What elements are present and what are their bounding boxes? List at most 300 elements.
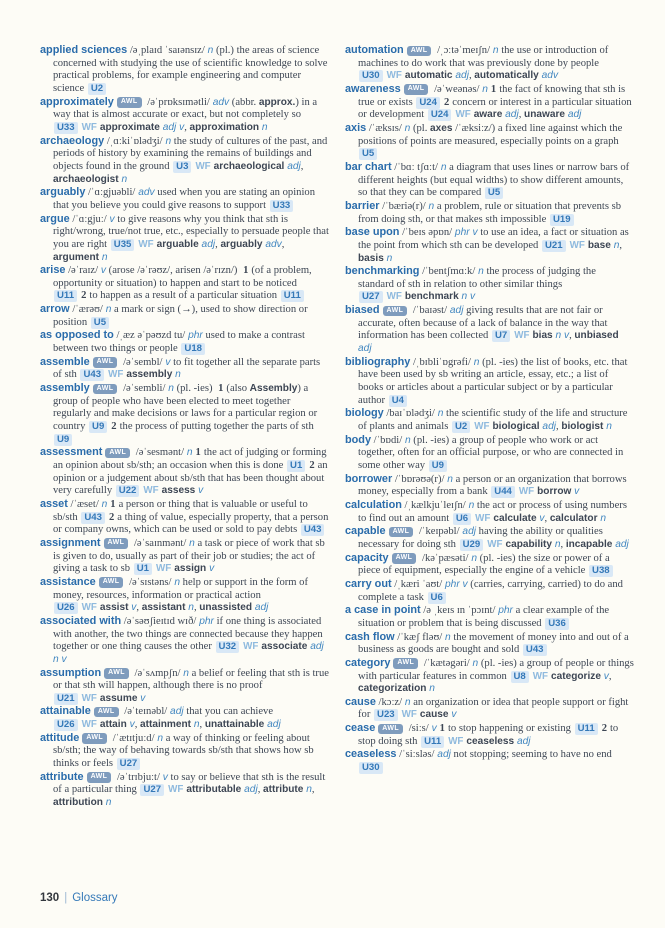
wf-label: WF bbox=[487, 538, 503, 550]
definition-text: (pl. bbox=[410, 122, 431, 134]
definition-text: a thing of value, especially property, that a person or company owns, which can be used or sold to pay debts bbox=[53, 511, 329, 536]
part-of-speech: adj bbox=[252, 602, 269, 614]
phonetic: /ˌɔːtəˈmeɪʃn/ bbox=[434, 45, 491, 56]
sense-number: 1 bbox=[243, 265, 249, 277]
headword: ceaseless bbox=[345, 748, 397, 761]
phonetic: /kɔːz/ bbox=[375, 696, 403, 708]
part-of-speech: v bbox=[448, 709, 457, 721]
awl-badge: AWL bbox=[87, 772, 112, 783]
definition-text: a diagram that uses lines or narrow bars of different heights (but equal widths) to show different amounts, so that they can be compared bbox=[358, 161, 630, 199]
part-of-speech: n bbox=[401, 122, 411, 134]
phonetic: /ˈkæʃ fləʊ/ bbox=[394, 631, 443, 643]
unit-reference: U11 bbox=[281, 290, 304, 302]
word-family-term: base bbox=[587, 239, 611, 251]
unit-reference: U29 bbox=[460, 539, 484, 551]
glossary-entry bbox=[345, 696, 634, 722]
wf-label: WF bbox=[532, 670, 548, 682]
headword: attribute bbox=[40, 770, 84, 783]
part-of-speech: n v bbox=[458, 291, 476, 303]
headword: bar chart bbox=[345, 160, 392, 173]
wf-label: WF bbox=[81, 719, 97, 731]
part-of-speech: phr v bbox=[442, 578, 468, 590]
part-of-speech: adj bbox=[514, 735, 531, 747]
phonetic: /kəˈpæsəti/ bbox=[419, 552, 469, 564]
part-of-speech: n bbox=[383, 252, 393, 264]
wf-label: WF bbox=[569, 239, 585, 251]
word-family-term: archaeologist bbox=[53, 173, 119, 185]
part-of-speech: n bbox=[184, 447, 193, 459]
sense-number: 2 bbox=[443, 96, 450, 108]
headword: applied sciences bbox=[40, 44, 128, 56]
headword: cease bbox=[345, 722, 376, 735]
headword: biased bbox=[345, 304, 380, 317]
headword: attainable bbox=[40, 705, 91, 718]
part-of-speech: phr bbox=[495, 605, 513, 617]
awl-badge: AWL bbox=[393, 658, 418, 669]
glossary-entry bbox=[345, 631, 634, 657]
unit-reference: U36 bbox=[545, 618, 569, 630]
part-of-speech: adj bbox=[447, 305, 464, 317]
definition-text: the process of judging the standard of sth in relation to other similar things bbox=[358, 266, 596, 290]
part-of-speech: n bbox=[468, 552, 477, 564]
definition-text: , bbox=[134, 719, 140, 731]
word-family-term: unbiased bbox=[574, 330, 619, 342]
definition-text: a belief or feeling that sth is true or that sth will happen, although there is no proof bbox=[53, 667, 329, 692]
word-family-term: axes bbox=[430, 122, 453, 134]
definition-text: , bbox=[215, 238, 221, 250]
unit-reference: U27 bbox=[359, 291, 383, 303]
part-of-speech: n bbox=[475, 266, 484, 278]
wf-label: WF bbox=[156, 563, 172, 575]
glossary-entry bbox=[40, 498, 329, 537]
part-of-speech: n bbox=[425, 200, 435, 212]
unit-reference: U27 bbox=[140, 784, 164, 796]
word-family-term: biologist bbox=[561, 421, 604, 433]
glossary-entry bbox=[345, 122, 634, 161]
phonetic: /ˈbaɪəst/ bbox=[410, 305, 448, 317]
definition-text: (pl. -ies) a group of people who work or act together, often for an official purpose, or who are connected in some other way bbox=[358, 434, 624, 471]
definition-text: giving results that are not fair or accurate, often because of a lack of balance in the way that information has been collected bbox=[358, 305, 608, 342]
glossary-entry bbox=[345, 161, 634, 200]
awl-badge: AWL bbox=[407, 46, 432, 57]
headword: assembly bbox=[40, 382, 90, 395]
part-of-speech: n bbox=[171, 576, 180, 588]
definition-text: not stopping; seeming to have no end bbox=[450, 749, 612, 761]
phonetic: /ˈkeɪpəbl/ bbox=[416, 526, 460, 538]
phonetic: /ˈæksɪs/ bbox=[366, 122, 402, 134]
phonetic: /ˈkætəgəri/ bbox=[421, 657, 470, 669]
part-of-speech: v bbox=[206, 563, 215, 575]
headword: asset bbox=[40, 497, 68, 510]
awl-badge: AWL bbox=[104, 538, 129, 549]
phonetic: /ˈbɒdi/ bbox=[371, 434, 403, 446]
part-of-speech: adj bbox=[241, 784, 258, 796]
word-family-term: capability bbox=[505, 538, 553, 550]
headword: archaeology bbox=[40, 134, 105, 147]
wf-label: WF bbox=[474, 421, 490, 433]
definition-text: an organization or idea that people support or fight for bbox=[358, 696, 629, 721]
unit-reference: U32 bbox=[216, 641, 240, 653]
definition-text: , bbox=[608, 670, 612, 682]
definition-text: a mark or sign (→), used to show direction or position bbox=[53, 304, 308, 328]
phonetic: /ˈærəʊ/ bbox=[69, 304, 103, 316]
headword: capable bbox=[345, 525, 386, 538]
phonetic: /əˈsʌmpʃn/ bbox=[131, 667, 181, 679]
awl-badge: AWL bbox=[93, 384, 118, 395]
definition-text: ) a fixed line against which the positions of points are measured, especially points on a graph bbox=[358, 122, 623, 147]
part-of-speech: n bbox=[434, 408, 444, 420]
definition-text: ) in a way that is almost accurate or exact, but not completely so bbox=[53, 96, 318, 121]
definition-text: , bbox=[300, 160, 304, 172]
headword: assignment bbox=[40, 536, 101, 549]
part-of-speech: adj bbox=[167, 706, 184, 718]
awl-badge: AWL bbox=[104, 668, 129, 679]
part-of-speech: n bbox=[172, 369, 181, 381]
phonetic: /əˈsaɪnmənt/ bbox=[131, 537, 187, 549]
definition-text: , bbox=[281, 238, 285, 250]
headword: cause bbox=[345, 695, 376, 708]
glossary-entry bbox=[40, 382, 329, 446]
unit-reference: U24 bbox=[428, 109, 452, 121]
definition-text: the movement of money into and out of a business as goods are bought and sold bbox=[358, 631, 629, 656]
phonetic: /ˈæset/ bbox=[67, 498, 99, 510]
wf-label: WF bbox=[448, 735, 464, 747]
wf-label: WF bbox=[514, 330, 530, 342]
definition-text: , bbox=[136, 602, 142, 614]
headword: cash flow bbox=[345, 630, 395, 643]
phonetic: /ˈɑːgjuː/ bbox=[69, 213, 107, 225]
unit-reference: U9 bbox=[89, 421, 107, 433]
part-of-speech: n bbox=[426, 683, 435, 695]
headword: benchmarking bbox=[345, 265, 420, 278]
unit-reference: U24 bbox=[416, 97, 440, 109]
word-family-term: unaware bbox=[524, 109, 565, 121]
phonetic: /ˈæksiːz/ bbox=[452, 122, 492, 134]
definition-text: concern or interest in a particular situation or development bbox=[358, 96, 632, 121]
awl-badge: AWL bbox=[99, 577, 124, 588]
definition-text: a problem, rule or situation that prevents sb from doing sth, or that makes sth impossible bbox=[358, 200, 622, 225]
definition-text: to fit together all the separate parts of sth bbox=[53, 356, 321, 381]
wf-label: WF bbox=[81, 692, 97, 704]
glossary-entry bbox=[40, 537, 329, 576]
word-family-term: incapable bbox=[565, 538, 613, 550]
unit-reference: U38 bbox=[589, 565, 613, 577]
word-family-term: categorize bbox=[551, 670, 601, 682]
definition-text: ) a group of people who have been elected to meet together regularly and make decisions or laws for a particular region or country bbox=[53, 383, 318, 433]
definition-text: (also bbox=[226, 383, 250, 395]
part-of-speech: n bbox=[303, 784, 312, 796]
word-family-term: automatic bbox=[404, 70, 453, 82]
phonetic: /əˈraɪz/ bbox=[65, 265, 99, 277]
part-of-speech: adj bbox=[612, 538, 629, 550]
unit-reference: U8 bbox=[511, 671, 529, 683]
glossary-entry bbox=[345, 83, 634, 122]
definition-text: the scientific study of the life and structure of plants and animals bbox=[358, 408, 628, 433]
definition-text: , bbox=[556, 421, 562, 433]
word-family-term: approx. bbox=[258, 96, 296, 108]
unit-reference: U11 bbox=[54, 290, 77, 302]
page-footer bbox=[40, 892, 118, 904]
phonetic: /əˈsembli/ bbox=[120, 383, 166, 395]
headword: approximately bbox=[40, 95, 114, 108]
word-family-term: attribution bbox=[53, 797, 103, 809]
part-of-speech: n bbox=[402, 696, 411, 708]
word-family-term: approximate bbox=[99, 121, 160, 133]
word-family-term: assign bbox=[174, 563, 207, 575]
definition-text: (pl.) the areas of science concerned with studying the use of scientific knowledge to solve practical problems, for example engineering and computer science bbox=[53, 45, 328, 94]
definition-text: the study of cultures of the past, and periods of history by examining the remains of buildings and objects found in the ground bbox=[53, 135, 328, 172]
part-of-speech: n bbox=[102, 304, 112, 316]
part-of-speech: adv bbox=[262, 238, 282, 250]
definition-text: , bbox=[468, 70, 475, 82]
glossary-entry bbox=[40, 615, 329, 667]
phonetic: /əˌplaɪd ˈsaɪənsɪz/ bbox=[127, 45, 205, 56]
word-family-term: basis bbox=[358, 252, 384, 264]
part-of-speech: v bbox=[571, 486, 580, 498]
word-family-term: approximation bbox=[189, 121, 260, 133]
part-of-speech: v bbox=[195, 485, 204, 497]
unit-reference: U5 bbox=[485, 187, 503, 199]
phonetic: /ˌæz əˈpəʊzd tu/ bbox=[113, 330, 186, 342]
unit-reference: U1 bbox=[287, 460, 305, 472]
part-of-speech: n bbox=[469, 657, 479, 669]
word-family-term: assistant bbox=[141, 602, 186, 614]
sense-number: 2 bbox=[81, 290, 87, 302]
word-family-term: unattainable bbox=[204, 719, 265, 731]
headword: axis bbox=[345, 121, 367, 134]
word-family-term: calculator bbox=[549, 512, 598, 524]
definition-text: the process of putting together the parts of sth bbox=[119, 421, 314, 433]
phonetic: /əˈrəʊz/ bbox=[137, 265, 171, 277]
phonetic: /ˈsiːsləs/ bbox=[396, 749, 435, 761]
part-of-speech: n bbox=[479, 83, 488, 95]
unit-reference: U9 bbox=[429, 460, 447, 472]
headword: barrier bbox=[345, 199, 380, 212]
headword: carry out bbox=[345, 577, 392, 590]
glossary-column-right bbox=[345, 44, 634, 810]
headword: biology bbox=[345, 407, 384, 420]
sense-number: 2 bbox=[111, 421, 117, 433]
phonetic: /əˈsesmənt/ bbox=[133, 447, 185, 459]
part-of-speech: v bbox=[600, 670, 609, 682]
part-of-speech: adj bbox=[459, 526, 477, 538]
unit-reference: U4 bbox=[389, 395, 407, 407]
awl-badge: AWL bbox=[117, 97, 142, 108]
awl-badge: AWL bbox=[392, 553, 417, 564]
unit-reference: U11 bbox=[575, 723, 598, 735]
definition-text: , bbox=[257, 784, 264, 796]
headword: bibliography bbox=[345, 355, 411, 368]
part-of-speech: v bbox=[106, 213, 115, 225]
part-of-speech: n bbox=[162, 135, 172, 147]
unit-reference: U26 bbox=[54, 602, 78, 614]
part-of-speech: adj v bbox=[159, 121, 185, 133]
sense-number: 2 bbox=[601, 723, 607, 735]
headword: arrow bbox=[40, 303, 70, 316]
unit-reference: U6 bbox=[428, 592, 446, 604]
definition-text: the fact of knowing that sth is true or exists bbox=[358, 83, 626, 108]
part-of-speech: n bbox=[180, 667, 189, 679]
unit-reference: U43 bbox=[80, 369, 104, 381]
wf-label: WF bbox=[168, 784, 184, 796]
word-family-term: assume bbox=[99, 692, 138, 704]
part-of-speech: adj bbox=[434, 749, 451, 761]
definition-text: that you can achieve bbox=[183, 706, 274, 718]
definition-text: to use an idea, a fact or situation as the point from which sth can be developed bbox=[358, 227, 629, 251]
headword: calculation bbox=[345, 498, 402, 511]
sense-number: 1 bbox=[195, 447, 201, 459]
phonetic: /əˈsɪstəns/ bbox=[126, 576, 172, 588]
unit-reference: U26 bbox=[54, 719, 78, 731]
definition-text: , bbox=[193, 602, 200, 614]
glossary-column-left bbox=[40, 44, 329, 810]
part-of-speech: v bbox=[162, 356, 171, 368]
headword: category bbox=[345, 656, 391, 669]
wf-label: WF bbox=[81, 602, 97, 614]
awl-badge: AWL bbox=[82, 733, 107, 744]
phonetic: /əˈsembl/ bbox=[120, 356, 163, 368]
unit-reference: U27 bbox=[117, 758, 141, 770]
part-of-speech: n bbox=[259, 121, 268, 133]
definition-text: (abbr. bbox=[229, 96, 259, 108]
awl-badge: AWL bbox=[105, 448, 130, 459]
word-family-term: assembly bbox=[126, 369, 173, 381]
unit-reference: U1 bbox=[134, 563, 152, 575]
part-of-speech: n bbox=[102, 797, 112, 809]
phonetic: /ˈbeɪs əpɒn/ bbox=[399, 227, 453, 239]
definition-text: , bbox=[518, 109, 525, 121]
definition-text: to stop doing sth bbox=[358, 723, 619, 747]
definition-text: , bbox=[544, 512, 550, 524]
word-family-term: unassisted bbox=[199, 602, 252, 614]
definition-text: a clear example of the situation or problem that is being discussed bbox=[358, 605, 610, 629]
headword: assumption bbox=[40, 666, 102, 679]
definition-text: (carries, carrying, carried) to do and complete a task bbox=[358, 578, 623, 603]
phonetic: /əˈsəʊʃieɪtɪd wɪð/ bbox=[121, 615, 197, 627]
page-number: 130 bbox=[40, 892, 60, 904]
glossary-entry bbox=[40, 264, 329, 303]
part-of-speech: phr bbox=[196, 615, 214, 627]
glossary-entry bbox=[40, 576, 329, 615]
part-of-speech: v bbox=[98, 265, 107, 277]
part-of-speech: n bbox=[444, 473, 453, 485]
footer-separator: | bbox=[64, 892, 68, 904]
awl-badge: AWL bbox=[404, 84, 429, 95]
definition-text: (of a problem, opportunity or situation) to happen and start to be noticed bbox=[53, 265, 312, 289]
unit-reference: U22 bbox=[116, 485, 140, 497]
definition-text: , bbox=[560, 538, 566, 550]
headword: arise bbox=[40, 264, 66, 277]
phonetic: /ˈætɪtjuːd/ bbox=[110, 732, 155, 744]
glossary-entry bbox=[345, 578, 634, 604]
word-family-term: attainment bbox=[140, 719, 192, 731]
part-of-speech: n bbox=[597, 512, 606, 524]
phonetic: /əˈteɪnəbl/ bbox=[121, 706, 168, 718]
sense-number: 2 bbox=[309, 460, 315, 471]
wf-label: WF bbox=[401, 709, 417, 721]
phonetic: /ə ˌkeɪs ɪn ˈpɔɪnt/ bbox=[420, 605, 496, 617]
awl-badge: AWL bbox=[378, 724, 403, 735]
glossary-entry bbox=[345, 304, 634, 356]
part-of-speech: v bbox=[428, 723, 437, 735]
phonetic: /ˈbɑː tʃɑːt/ bbox=[391, 161, 438, 173]
glossary-entry bbox=[345, 356, 634, 408]
definition-text: a person or an organization that borrows money, especially from a bank bbox=[358, 473, 627, 498]
glossary-entry bbox=[345, 657, 634, 696]
glossary-entry bbox=[345, 434, 634, 473]
unit-reference: U43 bbox=[301, 524, 325, 536]
glossary-entry bbox=[40, 44, 329, 96]
wf-label: WF bbox=[386, 70, 402, 82]
part-of-speech: v bbox=[159, 771, 168, 783]
definition-text: the act or process of using numbers to find out an amount bbox=[358, 499, 627, 524]
headword: a case in point bbox=[345, 604, 421, 617]
glossary-entry bbox=[345, 265, 634, 304]
unit-reference: U9 bbox=[54, 434, 72, 446]
phonetic: /ˈbæriə(r)/ bbox=[379, 200, 426, 212]
part-of-speech: n bbox=[154, 732, 164, 744]
wf-label: WF bbox=[518, 486, 535, 498]
glossary-entry bbox=[40, 732, 329, 771]
definition-text: the act of judging or forming an opinion about sb/sth; an occasion when this is done bbox=[53, 447, 327, 471]
unit-reference: U18 bbox=[181, 343, 205, 355]
headword: body bbox=[345, 433, 372, 446]
word-family-term: ceaseless bbox=[466, 735, 515, 747]
word-family-term: attribute bbox=[263, 784, 304, 796]
definition-text: (pl. -ies) a group of people or things with particular features in common bbox=[358, 657, 634, 682]
awl-badge: AWL bbox=[383, 306, 408, 317]
part-of-speech: adj bbox=[502, 109, 519, 121]
headword: capacity bbox=[345, 551, 389, 564]
headword: assemble bbox=[40, 355, 90, 368]
footer-section-label: Glossary bbox=[72, 892, 118, 904]
part-of-speech: adj bbox=[452, 70, 469, 82]
definition-text: (arose bbox=[106, 265, 138, 277]
wf-label: WF bbox=[195, 160, 211, 172]
unit-reference: U21 bbox=[54, 693, 78, 705]
unit-reference: U3 bbox=[173, 161, 191, 173]
definition-text: used when you are stating an opinion that you believe you could give reasons to support bbox=[53, 187, 315, 211]
unit-reference: U21 bbox=[542, 240, 566, 252]
part-of-speech: v bbox=[137, 692, 146, 704]
sense-number: 1 bbox=[218, 383, 224, 395]
word-family-term: associate bbox=[261, 641, 308, 653]
glossary-entry bbox=[345, 748, 634, 774]
awl-badge: AWL bbox=[93, 357, 118, 368]
part-of-speech: adj bbox=[284, 160, 301, 172]
glossary-entry bbox=[345, 473, 634, 499]
part-of-speech: n bbox=[402, 434, 411, 446]
word-family-term: bias bbox=[532, 330, 553, 342]
phonetic: /əˈweənəs/ bbox=[431, 83, 480, 95]
glossary-entry bbox=[345, 499, 634, 525]
definition-text: to stop happening or existing bbox=[447, 723, 574, 735]
word-family-term: archaeological bbox=[213, 160, 285, 172]
awl-badge: AWL bbox=[94, 707, 119, 718]
phonetic: /ˈbentʃmɑːk/ bbox=[419, 266, 476, 278]
headword: associated with bbox=[40, 614, 122, 627]
unit-reference: U5 bbox=[359, 148, 377, 160]
headword: attitude bbox=[40, 731, 80, 744]
word-family-term: benchmark bbox=[404, 291, 459, 303]
part-of-speech: n bbox=[186, 537, 195, 549]
part-of-speech: n bbox=[442, 631, 451, 643]
glossary-entry bbox=[40, 213, 329, 265]
phonetic: /ˌkæri ˈaʊt/ bbox=[391, 578, 443, 590]
unit-reference: U44 bbox=[491, 486, 515, 498]
part-of-speech: v bbox=[536, 512, 545, 524]
unit-reference: U19 bbox=[550, 214, 574, 226]
